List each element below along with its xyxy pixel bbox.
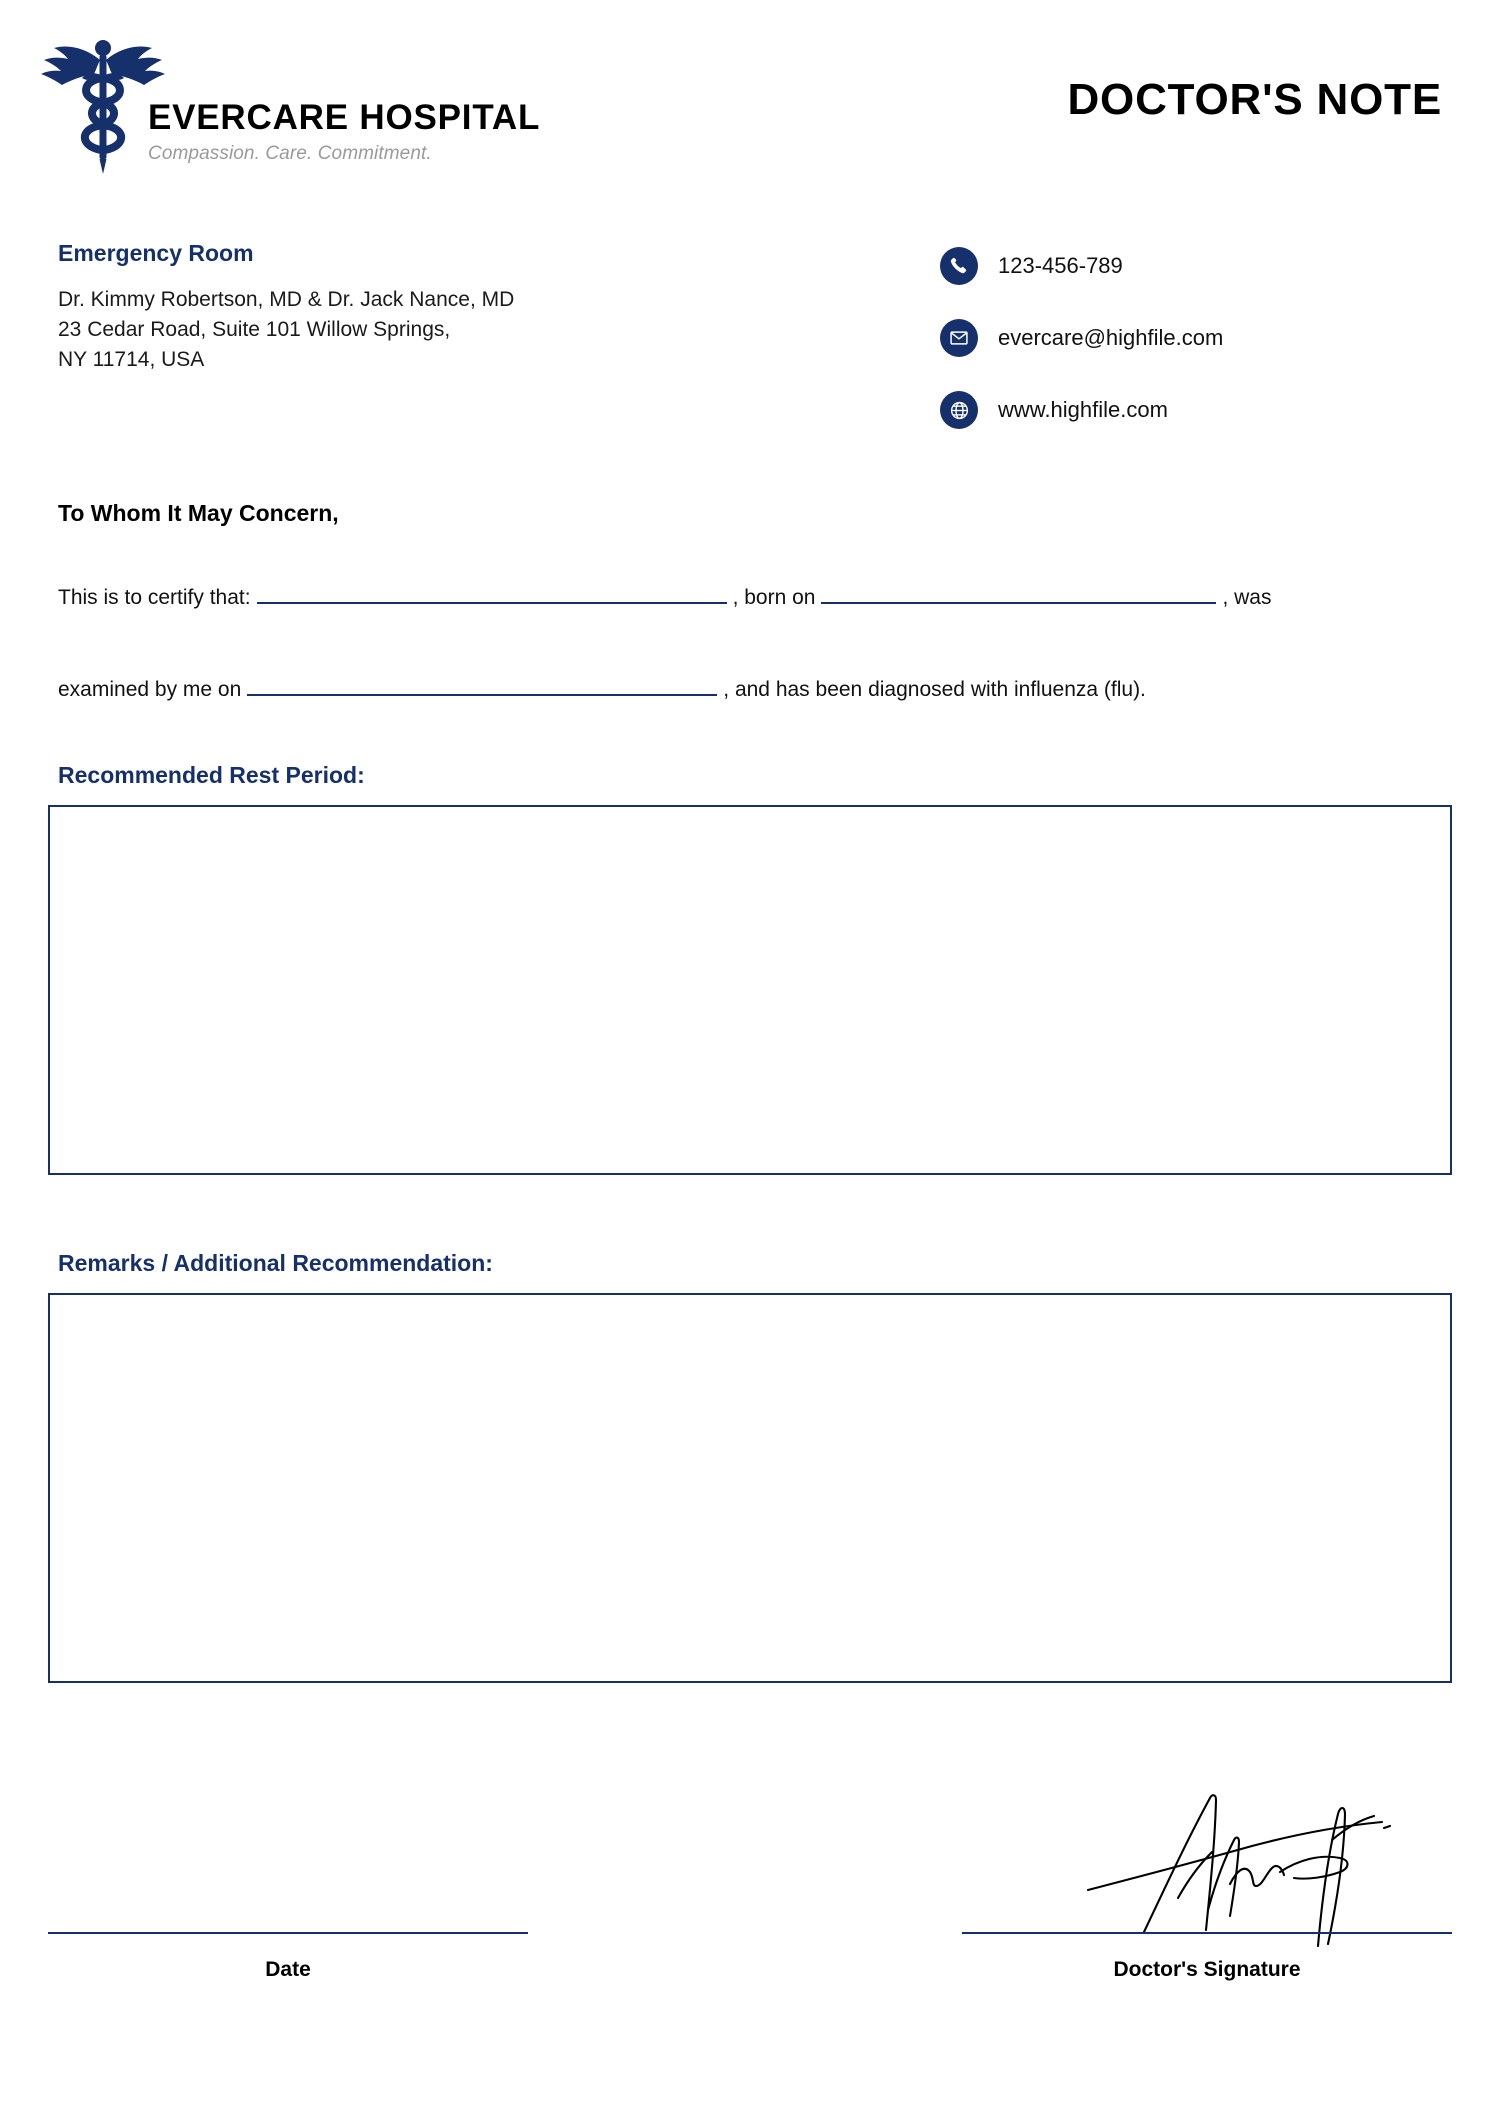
globe-icon [940,391,978,429]
hospital-tagline: Compassion. Care. Commitment. [148,142,432,164]
signature-line[interactable] [962,1932,1452,1934]
contact-email-row[interactable] [940,302,1460,374]
date-line[interactable] [48,1932,528,1934]
diagnosis-text: , and has been diagnosed with influenza (flu). [723,678,1146,701]
date-label: Date [265,1958,311,1981]
phone-number: 123-456-789 [998,253,1123,278]
examination-line [58,672,1146,702]
envelope-icon [940,319,978,357]
contact-block [940,230,1460,446]
examined-lead-text: examined by me on [58,678,242,701]
remarks-heading: Remarks / Additional Recommendation: [58,1250,493,1276]
contact-phone-row[interactable] [940,230,1460,302]
date-of-birth-blank[interactable] [821,580,1216,604]
rest-period-heading: Recommended Rest Period: [58,762,365,788]
born-on-text: , born on [732,586,816,609]
address-line: 23 Cedar Road, Suite 101 Willow Springs, [58,317,451,341]
department-block [58,240,698,374]
brand-logo-block [38,22,598,182]
email-address: evercare@highfile.com [998,325,1224,350]
document-footer [0,1780,1500,2040]
document-header [0,0,1500,200]
phone-icon [940,247,978,285]
brand-wordmark [148,100,598,165]
patient-name-blank[interactable] [257,580,727,604]
website-url: www.highfile.com [998,397,1168,422]
address-line: Dr. Kimmy Robertson, MD & Dr. Jack Nance, MD [58,288,515,311]
salutation: To Whom It May Concern, [58,500,339,526]
certify-line [58,580,1271,610]
remarks-input-box[interactable] [48,1293,1452,1683]
hospital-name: EVERCARE HOSPITAL [148,98,541,137]
department-name: Emergency Room [58,240,254,266]
signature-label: Doctor's Signature [1113,1958,1301,1981]
handwritten-signature-icon [1082,1780,1402,1950]
rest-period-input-box[interactable] [48,805,1452,1175]
address-line: NY 11714, USA [58,347,205,371]
page-title: DOCTOR'S NOTE [1067,75,1442,124]
contact-website-row[interactable] [940,374,1460,446]
examination-date-blank[interactable] [247,672,717,696]
certify-end-text: , was [1222,586,1272,609]
certify-lead-text: This is to certify that: [58,586,251,609]
